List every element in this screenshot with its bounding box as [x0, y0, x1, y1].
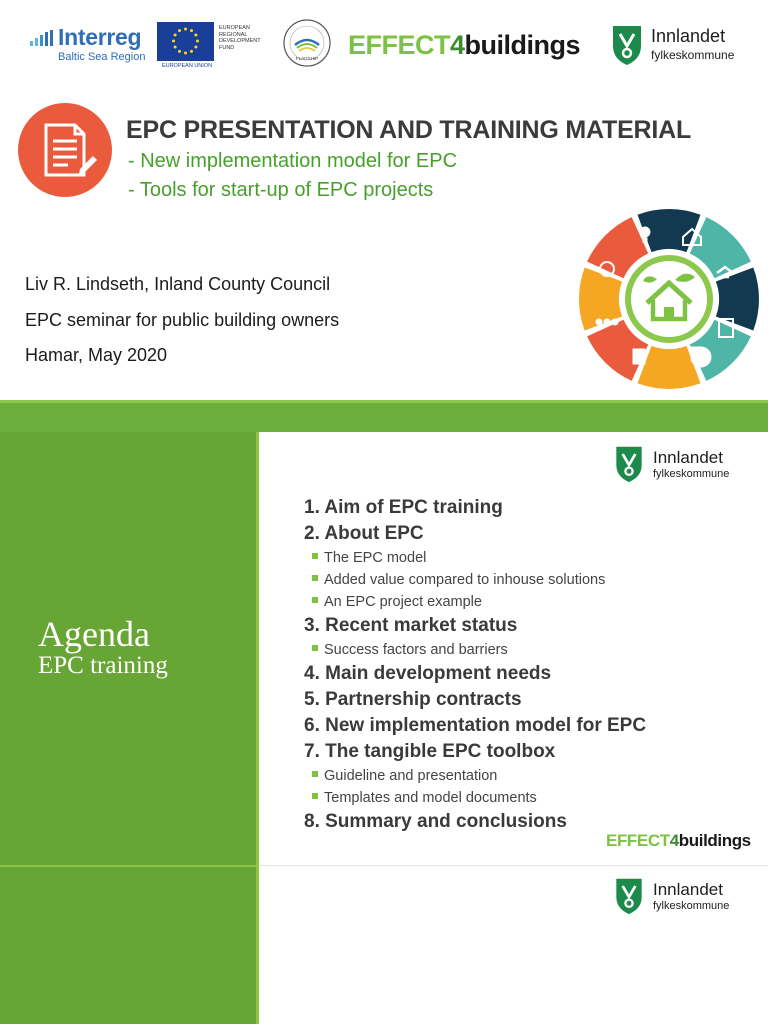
innlandet-logo-slide2	[614, 445, 759, 485]
agenda-item-text: Added value compared to inhouse solutions	[324, 572, 606, 588]
interreg-region: Baltic Sea Region	[58, 51, 146, 63]
agenda-item-text: 3. Recent market status	[304, 615, 518, 636]
innlandet-shield-icon	[611, 24, 643, 66]
agenda-item-text: 1. Aim of EPC training	[304, 497, 503, 518]
agenda-subitem	[304, 765, 744, 787]
agenda-item-text: 4. Main development needs	[304, 663, 552, 684]
bullet-icon	[312, 645, 318, 651]
innlandet-sub: fylkeskommune	[653, 468, 730, 480]
date-line: Hamar, May 2020	[25, 345, 168, 365]
agenda-item-text: 6. New implementation model for EPC	[304, 715, 647, 736]
agenda-item	[304, 495, 744, 521]
agenda-list	[304, 495, 744, 835]
event-line: EPC seminar for public building owners	[25, 310, 340, 330]
innlandet-shield-icon	[614, 877, 644, 915]
document-icon	[18, 103, 112, 197]
slide-separator	[0, 400, 768, 432]
epc-wheel-graphic	[577, 207, 761, 391]
bullet-icon	[312, 771, 318, 777]
svg-text:FLAGSHIP: FLAGSHIP	[295, 56, 319, 61]
flagship-seal-icon	[282, 18, 332, 68]
agenda-item	[304, 661, 744, 687]
agenda-item	[304, 613, 744, 639]
bullet-icon	[312, 597, 318, 603]
subtitle-line-2: - Tools for start-up of EPC projects	[128, 179, 434, 201]
content-divider	[259, 865, 768, 866]
bullet-icon	[312, 575, 318, 581]
interreg-name: Interreg	[58, 24, 142, 50]
panel-vertical-rule	[256, 432, 259, 1024]
agenda-item-text: 2. About EPC	[304, 523, 424, 544]
agenda-item-text: 8. Summary and conclusions	[304, 811, 567, 832]
agenda-item	[304, 521, 744, 547]
effect4buildings-logo-small: EFFECT4buildings	[606, 831, 751, 850]
panel-divider	[0, 865, 256, 867]
agenda-subitem	[304, 639, 744, 661]
innlandet-shield-icon	[614, 445, 644, 483]
innlandet-sub: fylkeskommune	[653, 900, 730, 912]
agenda-item	[304, 713, 744, 739]
agenda-subitem	[304, 569, 744, 591]
eu-fund-text: EUROPEAN REGIONAL DEVELOPMENT FUND	[219, 25, 261, 51]
presenter-line: Liv R. Lindseth, Inland County Council	[25, 274, 331, 294]
slide-separator-highlight	[0, 400, 768, 403]
eu-union-label: EUROPEAN UNION	[161, 63, 213, 69]
innlandet-logo-lower	[614, 877, 759, 917]
agenda-subtitle: EPC training	[38, 652, 168, 679]
agenda-item	[304, 687, 744, 713]
innlandet-name: Innlandet	[653, 448, 723, 467]
effect4buildings-logo: EFFECT4buildings	[348, 30, 581, 60]
agenda-title: Agenda	[38, 614, 150, 654]
interreg-logo	[30, 24, 155, 70]
agenda-item	[304, 739, 744, 765]
agenda-item-text: The EPC model	[324, 550, 427, 566]
agenda-item-text: Guideline and presentation	[324, 768, 498, 784]
innlandet-name: Innlandet	[653, 880, 723, 899]
bullet-icon	[312, 553, 318, 559]
agenda-subitem	[304, 591, 744, 613]
innlandet-name: Innlandet	[651, 26, 726, 46]
agenda-subitem	[304, 787, 744, 809]
agenda-item-text: An EPC project example	[324, 594, 482, 610]
presentation-title: EPC PRESENTATION AND TRAINING MATERIAL	[126, 116, 692, 144]
agenda-item-text: 5. Partnership contracts	[304, 689, 522, 710]
agenda-side-panel	[0, 432, 256, 1024]
innlandet-logo	[611, 24, 756, 70]
agenda-item-text: Success factors and barriers	[324, 642, 508, 658]
agenda-item-text: Templates and model documents	[324, 790, 537, 806]
agenda-item-text: 7. The tangible EPC toolbox	[304, 741, 556, 762]
innlandet-sub: fylkeskommune	[651, 48, 735, 62]
agenda-subitem	[304, 547, 744, 569]
bullet-icon	[312, 793, 318, 799]
subtitle-line-1: - New implementation model for EPC	[128, 150, 458, 172]
eu-flag-icon	[157, 22, 214, 61]
interreg-bars-icon	[30, 30, 56, 46]
